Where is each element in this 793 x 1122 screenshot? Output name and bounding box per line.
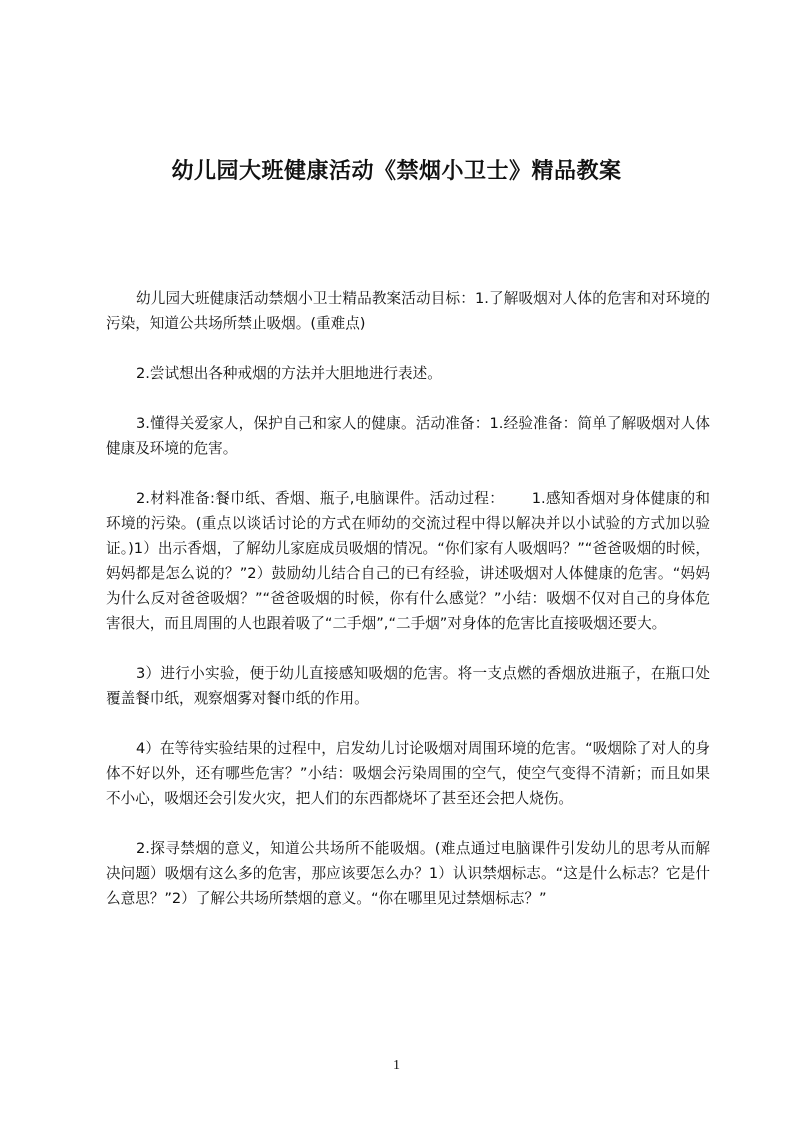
paragraph-objective-3-preparation: 3.懂得关爱家人，保护自己和家人的健康。活动准备：1.经验准备：简单了解吸烟对人体健康及环境的危害。 bbox=[106, 415, 710, 457]
paragraph-objective-2: 2.尝试想出各种戒烟的方法并大胆地进行表述。 bbox=[136, 365, 442, 382]
paragraph-objectives: 幼儿园大班健康活动禁烟小卫士精品教案活动目标：1.了解吸烟对人体的危害和对环境的污染，知道公共场所禁止吸烟。(重难点) bbox=[106, 290, 710, 332]
paragraph-no-smoking-meaning: 2.探寻禁烟的意义，知道公共场所不能吸烟。(难点通过电脑课件引发幼儿的思考从而解决问题）吸烟有这么多的危害，那应该要怎么办？1）认识禁烟标志。“这是什么标志？它是什么意思？”2）了解公共场所禁烟的意义。“你在哪里见过禁烟标志？” bbox=[106, 840, 710, 907]
page-title: 幼儿园大班健康活动《禁烟小卫士》精品教案 bbox=[171, 158, 622, 184]
page-number: 1 bbox=[393, 1058, 400, 1073]
paragraph-discussion: 4）在等待实验结果的过程中，启发幼儿讨论吸烟对周围环境的危害。“吸烟除了对人的身体不好以外，还有哪些危害？”小结：吸烟会污染周围的空气，使空气变得不清新；而且如果不小心，吸烟还会引发火灾，把人们的东西都烧坏了甚至还会把人烧伤。 bbox=[106, 740, 710, 807]
document-body bbox=[106, 286, 710, 936]
paragraph-materials-process: 2.材料准备:餐巾纸、香烟、瓶子,电脑课件。活动过程： 1.感知香烟对身体健康的和环境的污染。(重点以谈话讨论的方式在师幼的交流过程中得以解决并以小试验的方式加以验证。)1）出示香烟，了解幼儿家庭成员吸烟的情况。“你们家有人吸烟吗？”“爸爸吸烟的时候，妈妈都是怎么说的？”2）鼓励幼儿结合自己的已有经验，讲述吸烟对人体健康的危害。“妈妈为什么反对爸爸吸烟？”“爸爸吸烟的时候，你有什么感觉？”小结：吸烟不仅对自己的身体危害很大，而且周围的人也跟着吸了“二手烟”,“二手烟”对身体的危害比直接吸烟还要大。 bbox=[106, 490, 710, 632]
paragraph-experiment: 3）进行小实验，便于幼儿直接感知吸烟的危害。将一支点燃的香烟放进瓶子，在瓶口处覆盖餐巾纸，观察烟雾对餐巾纸的作用。 bbox=[106, 665, 710, 707]
